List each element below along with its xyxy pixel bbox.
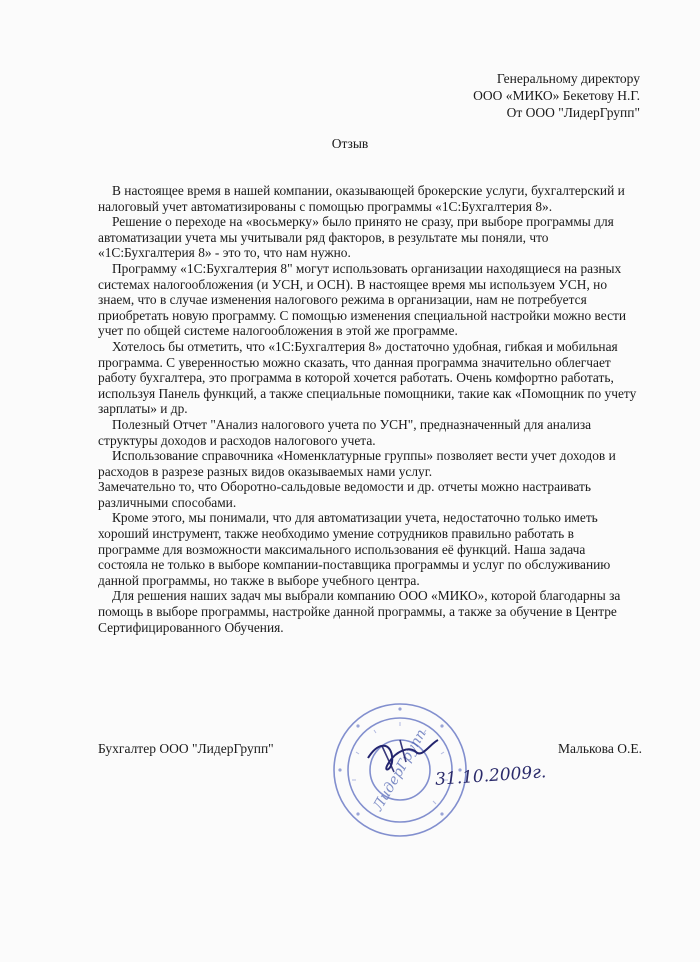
letter-body (98, 183, 638, 635)
paragraph-7: Замечательно то, что Оборотно-сальдовые ведомости и др. отчеты можно настраивать различными способами. (98, 479, 591, 510)
paragraph-6: Использование справочника «Номенклатурные группы» позволяет вести учет доходов и расходов в разрезе разных видов оказываемых нами услуг. (98, 448, 616, 479)
document-title: Отзыв (331, 136, 369, 151)
paragraph-1: В настоящее время в нашей компании, оказывающей брокерские услуги, бухгалтерский и налоговый учет автоматизированы с помощью программы «1С:Бухгалтерия 8». (98, 183, 625, 214)
addressee-block (473, 70, 640, 121)
addressee-line-3: От ООО "ЛидерГрупп" (506, 105, 640, 120)
paragraph-3: Программу «1С:Бухгалтерия 8" могут использовать организации находящиеся на разных системах налогообложения (и УСН, и ОСН). В настоящее время мы используем УСН, но знаем, что в случае изменения налогового режима в организации, нам не потребуется приобретать новую программу. С помощью изменения специальной настройки можно вести учет по общей системе налогообложения в этой же программе. (98, 260, 627, 339)
handwritten-date: 31.10.2009г. (434, 762, 547, 790)
addressee-line-1: Генеральному директору (496, 71, 640, 86)
paragraph-2: Решение о переходе на «восьмерку» было принято не сразу, при выборе программы для автоматизации учета мы учитывали ряд факторов, в результате мы поняли, что «1С:Бухгалтерия 8» - это то, что нам нужно. (98, 214, 614, 261)
paragraph-9: Для решения наших задач мы выбрали компанию ООО «МИКО», которой благодарны за помощь в выборе программы, настройке данной программы, а также за обучение в Центре Сертифицированного Обучения. (98, 588, 621, 635)
stamp-inner-text: ЛидерГрупп (370, 726, 430, 814)
signatory-name: Малькова О.Е. (558, 741, 642, 756)
paragraph-5: Полезный Отчет "Анализ налогового учета по УСН", предназначенный для анализа структуры доходов и расходов налогового учета. (98, 416, 592, 448)
paragraph-4: Хотелось бы отметить, что «1С:Бухгалтерия 8» достаточно удобная, гибкая и мобильная программа. С уверенностью можно сказать, что данная программа значительно облегчает работу бухгалтера, это программа в которой хочется работать. Очень комфортно работать, используя Панель функций, а также специальные помощники, такие как «Помощник по учету зарплаты» и др. (98, 338, 637, 417)
paragraph-8: Кроме этого, мы понимали, что для автоматизации учета, недостаточно только иметь хороший инструмент, также необходимо умение сотрудников правильно работать в программе для возможности максимального использования её функций. Наша задача состояла не только в выборе компании-поставщика программы и услуг по обслуживанию данной программы, но также в выборе учебного центра. (98, 510, 611, 588)
signature-row (98, 741, 642, 761)
signatory-position: Бухгалтер ООО "ЛидерГрупп" (98, 741, 274, 756)
addressee-line-2: ООО «МИКО» Бекетову Н.Г. (473, 88, 640, 103)
